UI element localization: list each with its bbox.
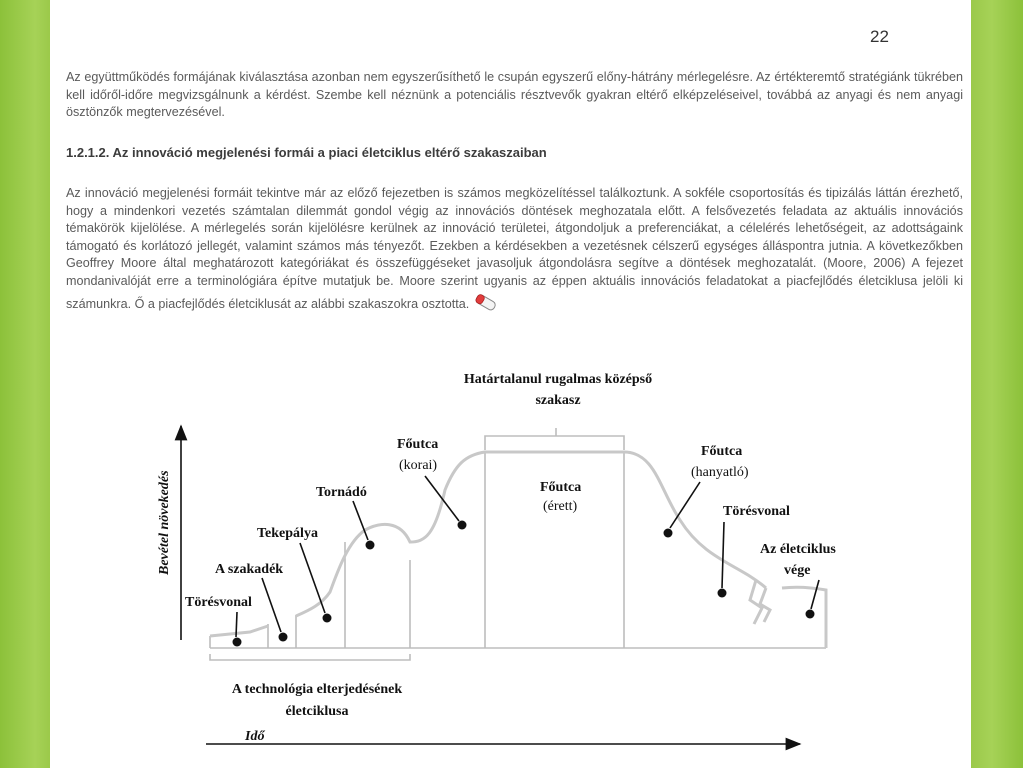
label-szakadek: A szakadék xyxy=(215,562,284,577)
top-label-line1: Határtalanul rugalmas középső xyxy=(463,372,653,387)
break-zigzag xyxy=(750,580,770,624)
label-foutca-hanyatlo-sub: (hanyatló) xyxy=(691,465,749,480)
label-eletciklus-vege-2: vége xyxy=(784,563,811,578)
paragraph-intro: Az együttműködés formájának kiválasztása azonban nem egyszerűsíthető le csupán egyszerű előny-hátrány mérlegelésre. Az értékteremtő stratégiánk tükrében kell időről-időre megvizsgálnunk a kérdést. Szembe kell néznünk a potenciális résztvevők gyakran eltérő elképzeléseivel, továbbá az anyagi és nem anyagi ösztönzők megtervezésével. xyxy=(66,70,963,120)
label-tekepalya: Tekepálya xyxy=(257,526,318,541)
top-bracket xyxy=(485,436,624,450)
marker-dot xyxy=(806,610,815,619)
label-foutca-korai: Főutca xyxy=(397,437,439,452)
pen-cursor-icon xyxy=(472,291,500,319)
marker-dot xyxy=(718,589,727,598)
top-label-line2: szakasz xyxy=(535,393,581,408)
label-foutca-korai-sub: (korai) xyxy=(399,458,438,473)
marker-dot xyxy=(323,614,332,623)
x-axis-label: Idő xyxy=(245,729,265,744)
lifecycle-curve xyxy=(210,452,766,636)
bottom-label-line1: A technológia elterjedésének xyxy=(231,682,403,697)
right-decorative-band xyxy=(971,0,1023,768)
label-foutca-erett: Főutca xyxy=(540,480,582,495)
bottom-label-line2: életciklusa xyxy=(285,704,349,719)
label-foutca-erett-sub: (érett) xyxy=(543,499,578,514)
marker-dot xyxy=(233,638,242,647)
marker-dot xyxy=(366,541,375,550)
paragraph-main xyxy=(66,185,963,318)
left-decorative-band xyxy=(0,0,50,768)
section-heading: 1.2.1.2. Az innováció megjelenési formái a piaci életciklus eltérő szakaszaiban xyxy=(66,145,547,160)
marker-dot xyxy=(458,521,467,530)
bottom-bracket xyxy=(210,654,410,660)
y-axis-label: Bevétel növekedés xyxy=(157,470,172,575)
technology-adoption-lifecycle-diagram xyxy=(150,360,840,760)
label-foutca-hanyatlo: Főutca xyxy=(701,444,743,459)
marker-dot xyxy=(279,633,288,642)
label-tornado: Tornádó xyxy=(316,485,367,500)
marker-dot xyxy=(664,529,673,538)
label-toresvonal-left: Törésvonal xyxy=(185,595,252,610)
page-number: 22 xyxy=(870,27,889,46)
paragraph-main-text: Az innováció megjelenési formáit tekintve már az előző fejezetben is számos megközelítéssel találkoztunk. A sokféle csoportosítás és tipizálás láttán érezhető, hogy a mindenkori vezetés számtalan dilemmát gondol végig az innovációs döntések meghozatala előtt. A felsővezetés feladata az aktuális innovációs témakörök kijelölése. A mérlegelés során kijelölésre kerülnek az innováció területei, átgondoljuk a preferenciákat, a célelérés lehetőségeit, az adottságaink támogató és korlátozó jellegét, valamint számos más tényezőt. Ezekben a kérdésekben a vezetésnek célszerű egységes álláspontra jutnia. A következőkben Geoffrey Moore által meghatározott kategóriákat és összefüggéseket javasoljuk átgondolásra segítve a döntések meghozatalát. (Moore, 2006) A fejezet mondanivalóját erre a terminológiára építve mutatjuk be. Moore szerint ugyanis az éppen aktuális innovációs feladatokat a piacfejlődés életciklusa jelöli ki számunkra. Ő a piacfejlődés életciklusát az alábbi szakaszokra osztotta. xyxy=(66,186,963,311)
label-eletciklus-vege: Az életciklus xyxy=(760,542,836,557)
label-toresvonal-right: Törésvonal xyxy=(723,504,790,519)
